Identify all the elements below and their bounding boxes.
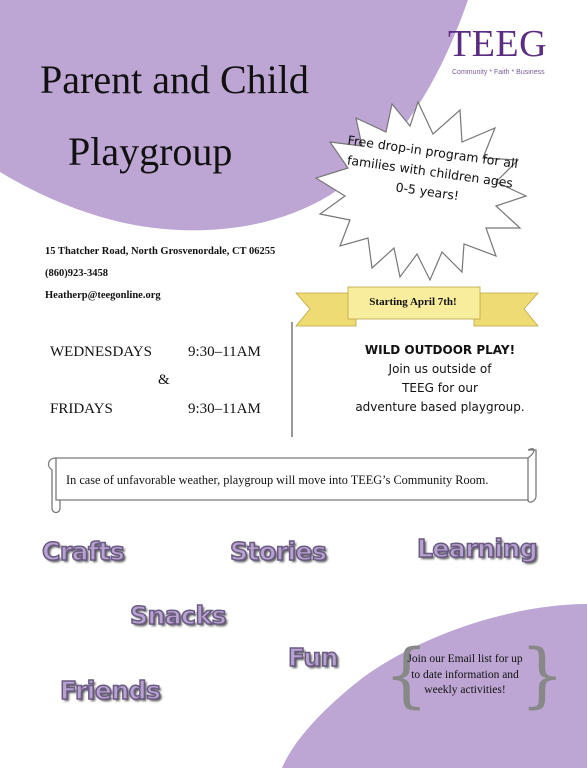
starburst-text: Free drop-in program for all families with children ages 0-5 years! [346, 132, 519, 204]
left-brace-icon: { [384, 634, 429, 716]
outdoor-heading: WILD OUTDOOR PLAY! [364, 343, 516, 357]
schedule-divider [291, 322, 293, 437]
schedule-time-wednesdays: 9:30–11AM [188, 344, 261, 360]
title-line-1: Parent and Child [40, 57, 309, 102]
feature-fun: Fun [288, 643, 338, 672]
contact-phone: (860)923-3458 [45, 268, 108, 279]
feature-friends: Friends [60, 676, 161, 705]
schedule-day-wednesdays: WEDNESDAYS [50, 344, 152, 360]
outdoor-line-3: adventure based playgroup. [355, 400, 525, 414]
contact-address: 15 Thatcher Road, North Grosvenordale, CT 06255 [45, 246, 276, 257]
logo-tagline: Community * Faith * Business [452, 69, 545, 76]
right-brace-icon: } [520, 634, 565, 716]
feature-stories: Stories [230, 537, 327, 566]
schedule-time-fridays: 9:30–11AM [188, 401, 261, 417]
feature-learning: Learning [417, 534, 538, 563]
starting-banner-text: Starting April 7th! [369, 296, 457, 308]
feature-crafts: Crafts [42, 537, 125, 566]
outdoor-line-2: TEEG for our [402, 381, 478, 395]
schedule-ampersand: & [158, 372, 170, 388]
title-line-2: Playgroup [68, 129, 233, 174]
schedule-day-fridays: FRIDAYS [50, 401, 113, 417]
teeg-logo: TEEG [448, 23, 548, 65]
outdoor-line-1: Join us outside of [388, 362, 492, 376]
email-signup-text: Join our Email list for up to date information and weekly activities! [407, 653, 523, 696]
weather-note: In case of unfavorable weather, playgroup will move into TEEG’s Community Room. [66, 473, 489, 487]
contact-email: Heatherp@teegonline.org [45, 290, 161, 301]
feature-snacks: Snacks [130, 601, 226, 630]
